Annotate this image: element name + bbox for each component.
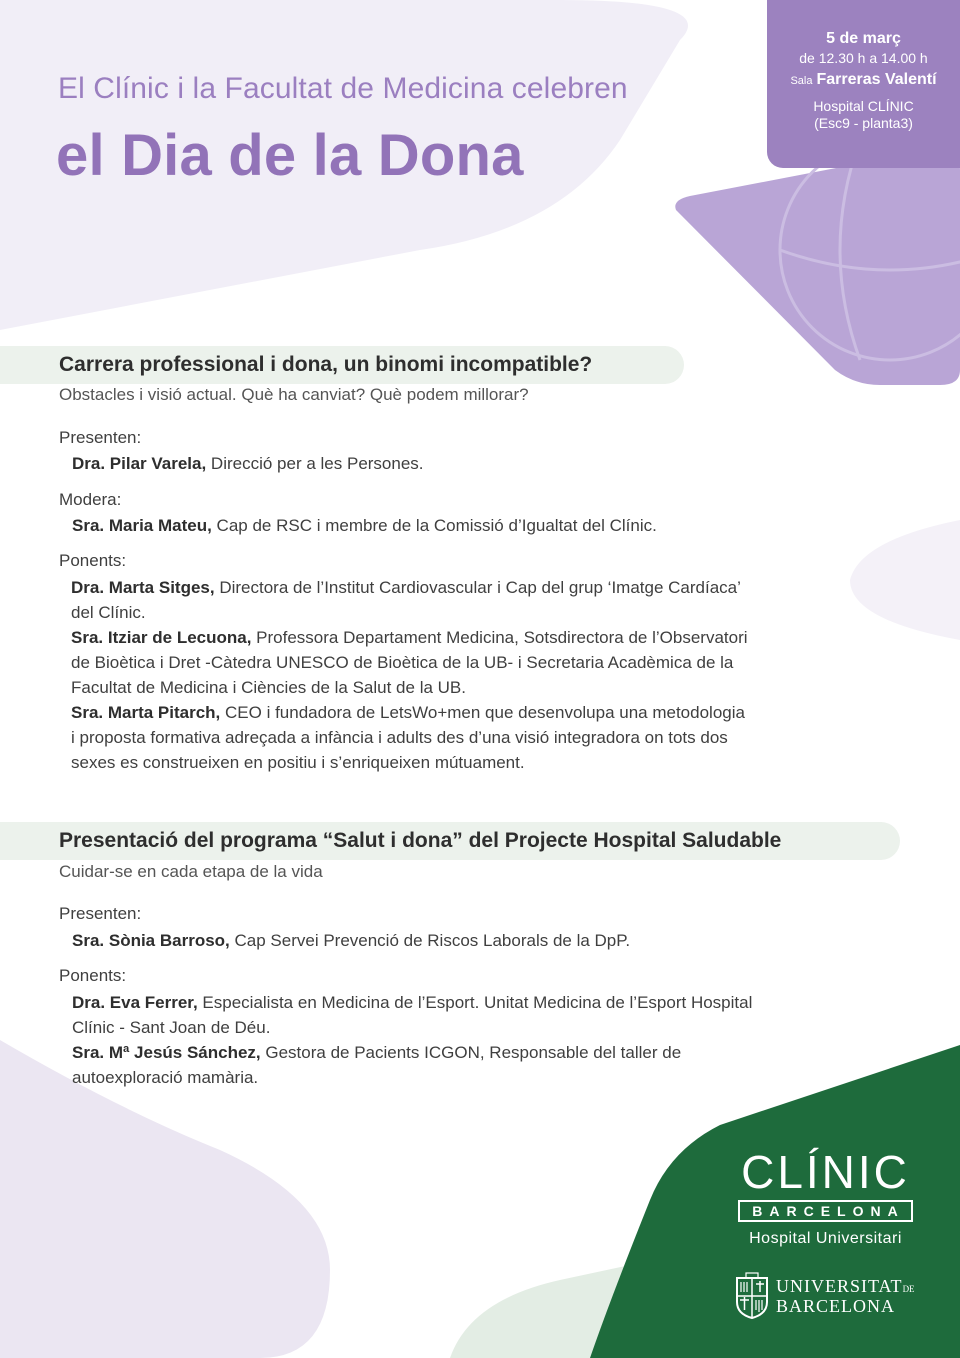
event-room-name: Farreras Valentí — [816, 71, 937, 88]
section1-presenter — [72, 451, 424, 476]
event-place-line2: (Esc9 - planta3) — [814, 115, 913, 131]
speaker-desc-line1: Professora Departament Medicina, Sotsdirectora de l’Observatori — [251, 628, 748, 647]
speaker-desc-line1: CEO i fundadora de LetsWo+men que desenvolupa una metodologia — [220, 703, 745, 722]
speaker-entry — [71, 625, 891, 700]
speaker-desc-line2: autoexploració mamària. — [72, 1068, 259, 1087]
event-room — [767, 71, 960, 89]
section1-subtitle: Obstacles i visió actual. Què ha canviat? Què podem millorar? — [59, 385, 529, 404]
speaker-desc-line2: Clínic - Sant Joan de Déu. — [72, 1018, 271, 1037]
speaker-name: Dra. Eva Ferrer, — [72, 993, 198, 1012]
moderator-name: Sra. Maria Mateu, — [72, 516, 212, 535]
clinic-logo-subtitle: Hospital Universitari — [749, 1230, 902, 1247]
speaker-desc-line1: Directora de l’Institut Cardiovascular i Cap del grup ‘Imatge Cardíaca’ — [214, 578, 741, 597]
section1-moderator — [72, 513, 657, 538]
header-kicker: El Clínic i la Facultat de Medicina celebren — [58, 72, 628, 105]
speaker-desc-line1: Gestora de Pacients ICGON, Responsable del taller de — [260, 1043, 682, 1062]
ub-logo-line1 — [776, 1276, 915, 1297]
event-time: de 12.30 h a 14.00 h — [799, 50, 928, 66]
ub-crest-icon — [734, 1272, 770, 1320]
section1-moderator-label: Modera: — [59, 490, 122, 509]
speaker-name: Dra. Marta Sitges, — [71, 578, 215, 597]
section2-presenter — [72, 928, 630, 953]
event-place — [767, 98, 960, 132]
section2-title: Presentació del programa “Salut i dona” del Projecte Hospital Saludable — [59, 829, 782, 852]
section2-speakers-label: Ponents: — [59, 966, 127, 985]
speaker-desc-line2: del Clínic. — [71, 603, 146, 622]
clinic-logo-name: CLÍNIC — [741, 1146, 910, 1198]
speaker-desc-line3: sexes es construeixen en positiu i s’enriqueixen mútuament. — [71, 753, 525, 772]
event-info-box — [767, 0, 960, 168]
moderator-desc: Cap de RSC i membre de la Comissió d’Igualtat del Clínic. — [211, 516, 657, 535]
section2-presenters-label: Presenten: — [59, 904, 142, 923]
ub-logo-de: DE — [902, 1284, 915, 1294]
ub-logo-universitat: UNIVERSITAT — [776, 1276, 903, 1296]
speaker-entry — [71, 700, 891, 775]
presenter-desc: Direcció per a les Persones. — [206, 454, 424, 473]
clinic-logo — [738, 1148, 913, 1248]
section1-speakers-label: Ponents: — [59, 551, 127, 570]
section1-title: Carrera professional i dona, un binomi incompatible? — [59, 353, 593, 376]
presenter-desc: Cap Servei Prevenció de Riscos Laborals de la DpP. — [229, 931, 631, 950]
speaker-desc-line2: i proposta formativa adreçada a infància i adults des d’una visió integradora on tots dos — [71, 728, 728, 747]
speaker-name: Sra. Marta Pitarch, — [71, 703, 221, 722]
event-place-line1: Hospital CLÍNIC — [813, 98, 914, 114]
presenter-name: Sra. Sònia Barroso, — [72, 931, 230, 950]
speaker-entry — [71, 575, 891, 625]
event-date: 5 de març — [826, 30, 901, 47]
section2-speakers-list — [72, 990, 892, 1090]
speaker-entry — [72, 1040, 892, 1090]
speaker-entry — [72, 990, 892, 1040]
ub-logo-line2: BARCELONA — [776, 1296, 896, 1316]
purple-diamond-shape — [675, 149, 960, 385]
section1-presenters-label: Presenten: — [59, 428, 142, 447]
ub-logo — [734, 1272, 919, 1322]
speaker-desc-line2: de Bioètica i Dret -Càtedra UNESCO de Bioètica de la UB- i Secretaria Acadèmica de la — [71, 653, 734, 672]
header-headline: el Dia de la Dona — [56, 123, 524, 188]
section2-subtitle: Cuidar-se en cada etapa de la vida — [59, 862, 323, 881]
speaker-name: Sra. Itziar de Lecuona, — [71, 628, 252, 647]
section1-speakers-list — [71, 575, 891, 775]
speaker-desc-line3: Facultat de Medicina i Ciències de la Salut de la UB. — [71, 678, 466, 697]
clinic-logo-city: BARCELONA — [738, 1200, 913, 1222]
speaker-desc-line1: Especialista en Medicina de l’Esport. Unitat Medicina de l’Esport Hospital — [197, 993, 753, 1012]
speaker-name: Sra. Mª Jesús Sánchez, — [72, 1043, 261, 1062]
presenter-name: Dra. Pilar Varela, — [72, 454, 207, 473]
event-room-prefix: Sala — [790, 75, 813, 87]
